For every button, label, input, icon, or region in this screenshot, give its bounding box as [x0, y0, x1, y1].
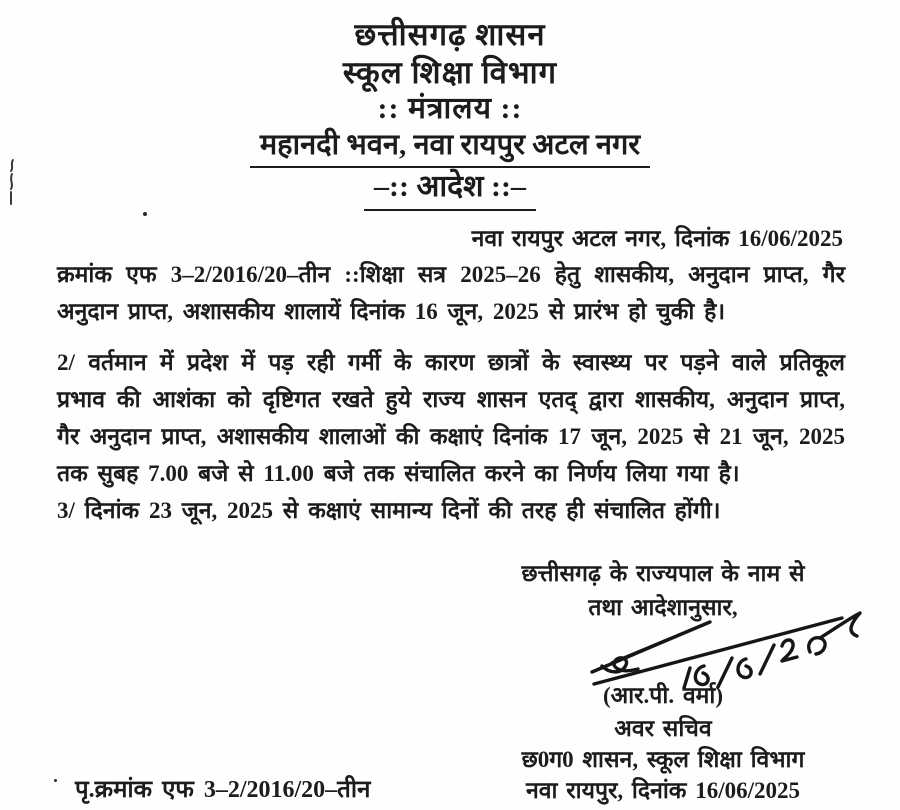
signatory-office: छ0ग0 शासन, स्कूल शिक्षा विभाग: [521, 747, 805, 772]
paragraph-line: अनुदान प्राप्त, अशासकीय शालायें दिनांक 16 जून, 2025 से प्रारंभ हो चुकी है।: [57, 299, 726, 324]
letterhead: [0, 16, 900, 211]
paragraph-line: प्रभाव की आशंका को दृष्टिगत रखते हुये राज्य शासन एतद् द्वारा शासकीय, अनुदान प्राप्त,: [57, 387, 845, 412]
document-title: –:: आदेश ::–: [0, 168, 900, 211]
signatory-name: (आर.पी. वर्मा): [602, 683, 723, 708]
paragraph-line: 2/ वर्तमान में प्रदेश में पड़ रही गर्मी के कारण छात्रों के स्वास्थ्य पर पड़ने वाले प्रतिकूल: [57, 350, 845, 375]
paragraph-line: 3/ दिनांक 23 जून, 2025 से कक्षाएं सामान्य दिनों की तरह ही संचालित होंगी।: [57, 498, 721, 523]
authority-line: तथा आदेशानुसार,: [588, 595, 738, 620]
signatory-designation: अवर सचिव: [614, 716, 712, 741]
scan-artifact-dot: [54, 779, 57, 782]
government-name: छत्तीसगढ़ शासन: [354, 17, 546, 52]
office-name: :: मंत्रालय ::: [377, 92, 523, 125]
authority-line: छत्तीसगढ़ के राज्यपाल के नाम से: [521, 561, 805, 586]
endorsement-number: पृ.क्रमांक एफ 3–2/2016/20–तीन: [75, 777, 371, 803]
paragraph-timing-change: [57, 344, 845, 492]
place-date-line: नवा रायपुर अटल नगर, दिनांक 16/06/2025: [471, 226, 843, 251]
paragraph-line: तक सुबह 7.00 बजे से 11.00 बजे तक संचालित करने का निर्णय लिया गया है।: [57, 461, 740, 486]
paragraph-line: गैर अनुदान प्राप्त, अशासकीय शालाओं की कक्षाएं दिनांक 17 जून, 2025 से 21 जून, 2025: [57, 424, 845, 449]
department-name: स्कूल शिक्षा विभाग: [342, 55, 558, 90]
scan-artifact-dot: [143, 212, 147, 216]
office-address: महानदी भवन, नवा रायपुर अटल नगर: [0, 127, 900, 168]
paragraph-order-number: [57, 256, 845, 330]
signature-place-date: नवा रायपुर, दिनांक 16/06/2025: [525, 778, 801, 803]
paragraph-normal-resume: [57, 492, 845, 529]
scan-artifact-edge-mark: [5, 158, 19, 206]
paragraph-line: क्रमांक एफ 3–2/2016/20–तीन ::शिक्षा सत्र 2025–26 हेतु शासकीय, अनुदान प्राप्त, गैर: [57, 262, 845, 287]
signature-block: [478, 556, 848, 810]
